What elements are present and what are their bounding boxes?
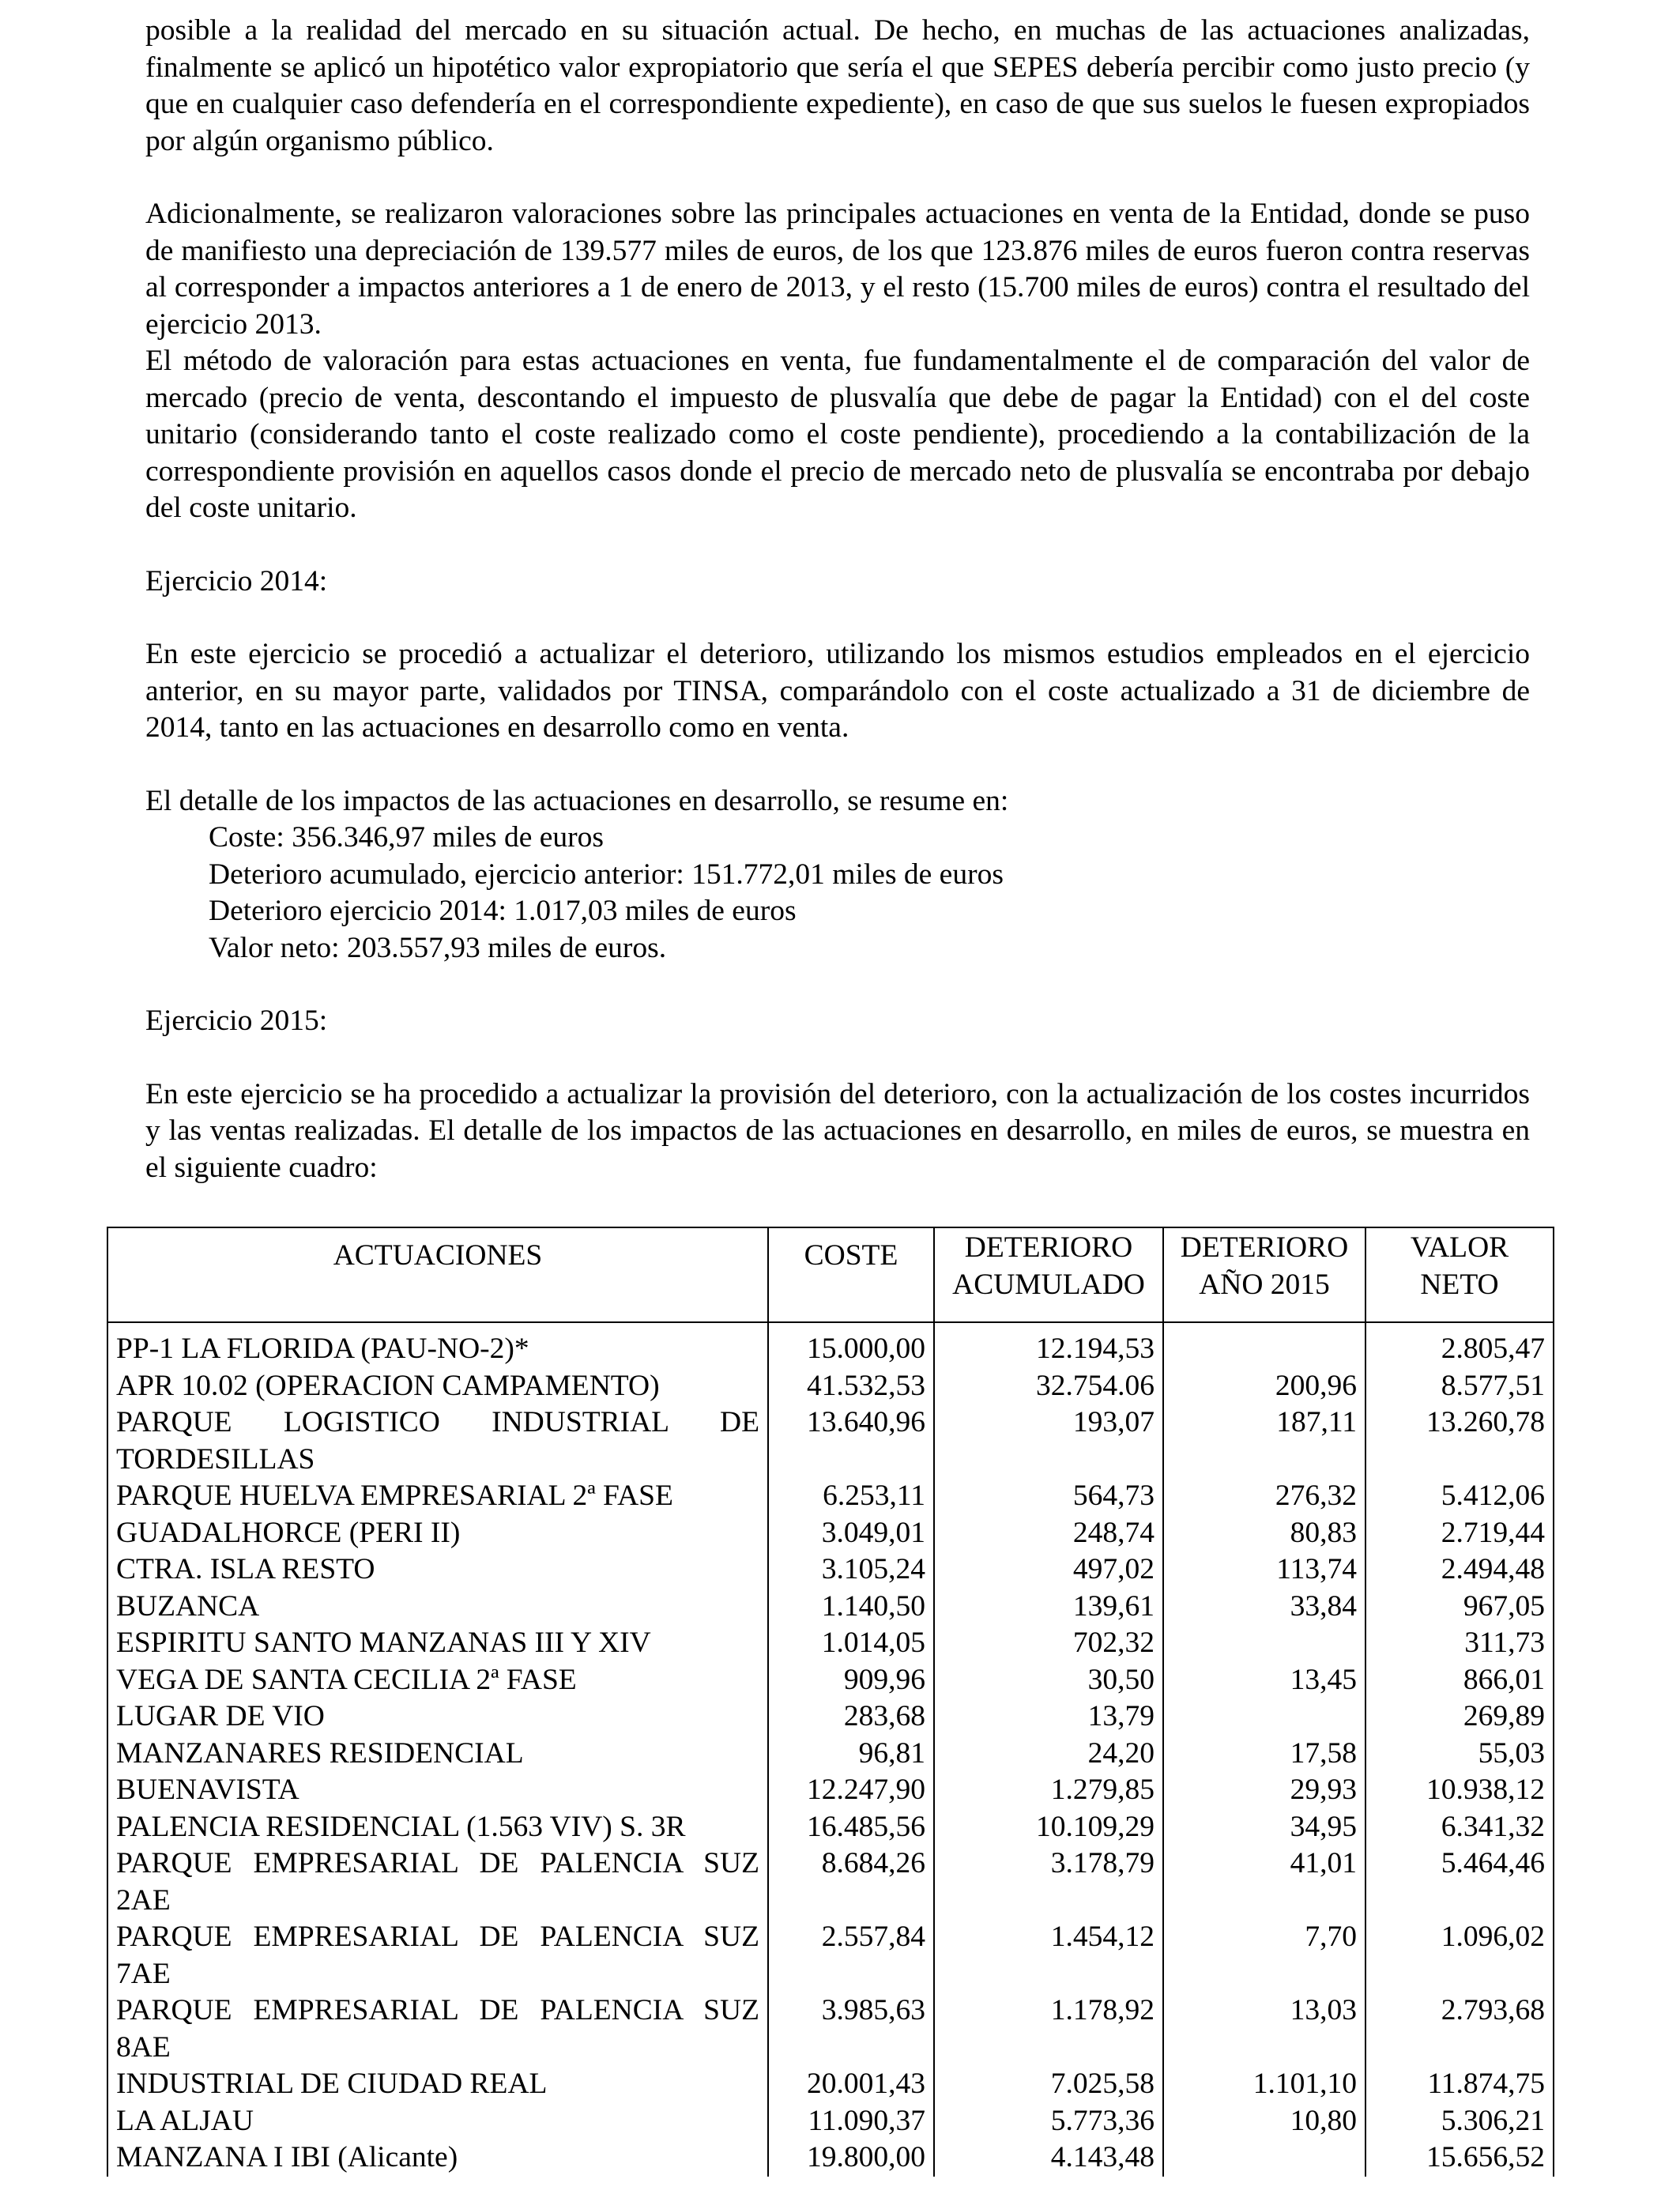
cell-valor-neto: 11.874,75 [1365, 2066, 1554, 2103]
cell-actuacion: MANZANA I IBI (Alicante) [107, 2139, 768, 2177]
cell-deterioro-2015: 276,32 [1163, 1478, 1365, 1515]
cell-coste: 1.140,50 [768, 1589, 934, 1626]
actuaciones-table [107, 1227, 1554, 2177]
cell-deterioro-acumulado: 10.109,29 [934, 1809, 1163, 1846]
cell-valor-neto: 1.096,02 [1365, 1919, 1554, 1992]
cell-coste: 283,68 [768, 1698, 934, 1736]
cell-coste: 16.485,56 [768, 1809, 934, 1846]
summary-item-deterioro-acumulado: Deterioro acumulado, ejercicio anterior: 151.772,01 miles de euros [209, 858, 1004, 891]
table-header-row [107, 1227, 1554, 1322]
cell-deterioro-2015: 200,96 [1163, 1368, 1365, 1405]
cell-actuacion: PARQUE EMPRESARIAL DE PALENCIA SUZ 7AE [107, 1919, 768, 1992]
cell-deterioro-acumulado: 702,32 [934, 1625, 1163, 1662]
cell-actuacion: BUENAVISTA [107, 1772, 768, 1809]
cell-actuacion: ESPIRITU SANTO MANZANAS III Y XIV [107, 1625, 768, 1662]
cell-deterioro-acumulado: 193,07 [934, 1404, 1163, 1478]
cell-deterioro-acumulado: 1.178,92 [934, 1992, 1163, 2066]
cell-deterioro-2015: 80,83 [1163, 1515, 1365, 1552]
cell-deterioro-2015: 13,45 [1163, 1662, 1365, 1699]
cell-deterioro-acumulado: 248,74 [934, 1515, 1163, 1552]
cell-deterioro-acumulado: 5.773,36 [934, 2103, 1163, 2140]
cell-actuacion: PARQUE EMPRESARIAL DE PALENCIA SUZ 8AE [107, 1992, 768, 2066]
cell-valor-neto: 2.805,47 [1365, 1322, 1554, 1368]
cell-actuacion: PP-1 LA FLORIDA (PAU-NO-2)* [107, 1322, 768, 1368]
cell-deterioro-2015: 10,80 [1163, 2103, 1365, 2140]
table-row [107, 1478, 1554, 1515]
cell-coste: 3.985,63 [768, 1992, 934, 2066]
cell-actuacion: PARQUE HUELVA EMPRESARIAL 2ª FASE [107, 1478, 768, 1515]
cell-valor-neto: 5.464,46 [1365, 1845, 1554, 1919]
table-row [107, 1322, 1554, 1368]
header-deterioro-acumulado: DETERIORO ACUMULADO [934, 1227, 1163, 1322]
cell-coste: 2.557,84 [768, 1919, 934, 1992]
summary-item-deterioro-2014: Deterioro ejercicio 2014: 1.017,03 miles de euros [209, 895, 797, 927]
cell-actuacion: MANZANARES RESIDENCIAL [107, 1736, 768, 1773]
cell-deterioro-2015: 1.101,10 [1163, 2066, 1365, 2103]
cell-coste: 41.532,53 [768, 1368, 934, 1405]
table-row [107, 1625, 1554, 1662]
cell-deterioro-acumulado: 139,61 [934, 1589, 1163, 1626]
cell-valor-neto: 8.577,51 [1365, 1368, 1554, 1405]
cell-valor-neto: 269,89 [1365, 1698, 1554, 1736]
cell-deterioro-2015: 113,74 [1163, 1551, 1365, 1589]
table-row [107, 1992, 1554, 2066]
table-row [107, 1772, 1554, 1809]
cell-coste: 12.247,90 [768, 1772, 934, 1809]
cell-actuacion: PALENCIA RESIDENCIAL (1.563 VIV) S. 3R [107, 1809, 768, 1846]
table-row [107, 1809, 1554, 1846]
cell-deterioro-acumulado: 4.143,48 [934, 2139, 1163, 2177]
paragraph-2: Adicionalmente, se realizaron valoraciones sobre las principales actuaciones en venta de la Entidad, donde se puso de manifiesto una depreciación de 139.577 miles de euros, de los que 123.876 miles de euros fueron contra reservas al corresponder a impactos anteriores a 1 de enero de 2013, y el resto (15.700 miles de euros) contra el resultado del ejercicio 2013. [145, 198, 1530, 341]
cell-deterioro-acumulado: 13,79 [934, 1698, 1163, 1736]
cell-deterioro-acumulado: 1.454,12 [934, 1919, 1163, 1992]
cell-deterioro-2015 [1163, 2139, 1365, 2177]
cell-coste: 909,96 [768, 1662, 934, 1699]
cell-actuacion: PARQUE LOGISTICO INDUSTRIAL DE TORDESILLAS [107, 1404, 768, 1478]
cell-coste: 20.001,43 [768, 2066, 934, 2103]
cell-deterioro-acumulado: 12.194,53 [934, 1322, 1163, 1368]
cell-coste: 3.105,24 [768, 1551, 934, 1589]
document-body [145, 13, 1530, 1186]
cell-valor-neto: 2.719,44 [1365, 1515, 1554, 1552]
cell-deterioro-2015: 17,58 [1163, 1736, 1365, 1773]
cell-valor-neto: 5.306,21 [1365, 2103, 1554, 2140]
cell-coste: 96,81 [768, 1736, 934, 1773]
table-row [107, 1736, 1554, 1773]
cell-deterioro-acumulado: 497,02 [934, 1551, 1163, 1589]
cell-valor-neto: 2.793,68 [1365, 1992, 1554, 2066]
paragraph-6: En este ejercicio se ha procedido a actualizar la provisión del deterioro, con la actualización de los costes incurridos y las ventas realizadas. El detalle de los impactos de las actuaciones en desarrollo, en miles de euros, se muestra en el siguiente cuadro: [145, 1077, 1530, 1184]
header-actuaciones: ACTUACIONES [107, 1227, 768, 1322]
paragraph-5: El detalle de los impactos de las actuaciones en desarrollo, se resume en: [145, 784, 1009, 817]
table-row [107, 1551, 1554, 1589]
cell-coste: 6.253,11 [768, 1478, 934, 1515]
cell-coste: 1.014,05 [768, 1625, 934, 1662]
cell-deterioro-2015: 187,11 [1163, 1404, 1365, 1478]
cell-actuacion: INDUSTRIAL DE CIUDAD REAL [107, 2066, 768, 2103]
header-deterioro-ano-2015: DETERIORO AÑO 2015 [1163, 1227, 1365, 1322]
table-row [107, 1698, 1554, 1736]
cell-coste: 13.640,96 [768, 1404, 934, 1478]
cell-coste: 15.000,00 [768, 1322, 934, 1368]
cell-deterioro-2015: 34,95 [1163, 1809, 1365, 1846]
cell-deterioro-2015 [1163, 1698, 1365, 1736]
cell-deterioro-acumulado: 24,20 [934, 1736, 1163, 1773]
cell-actuacion: LA ALJAU [107, 2103, 768, 2140]
table-row [107, 2066, 1554, 2103]
cell-valor-neto: 55,03 [1365, 1736, 1554, 1773]
cell-valor-neto: 10.938,12 [1365, 1772, 1554, 1809]
cell-coste: 11.090,37 [768, 2103, 934, 2140]
table-row [107, 1404, 1554, 1478]
cell-deterioro-acumulado: 1.279,85 [934, 1772, 1163, 1809]
cell-actuacion: VEGA DE SANTA CECILIA 2ª FASE [107, 1662, 768, 1699]
table-row [107, 2139, 1554, 2177]
cell-actuacion: BUZANCA [107, 1589, 768, 1626]
cell-deterioro-2015: 7,70 [1163, 1919, 1365, 1992]
table-row [107, 1589, 1554, 1626]
table-row [107, 1845, 1554, 1919]
cell-valor-neto: 13.260,78 [1365, 1404, 1554, 1478]
heading-2015: Ejercicio 2015: [145, 1005, 328, 1037]
cell-deterioro-2015: 13,03 [1163, 1992, 1365, 2066]
cell-deterioro-2015: 41,01 [1163, 1845, 1365, 1919]
cell-actuacion: GUADALHORCE (PERI II) [107, 1515, 768, 1552]
table-row [107, 2103, 1554, 2140]
cell-deterioro-acumulado: 564,73 [934, 1478, 1163, 1515]
cell-valor-neto: 2.494,48 [1365, 1551, 1554, 1589]
table-row [107, 1368, 1554, 1405]
header-coste: COSTE [768, 1227, 934, 1322]
paragraph-4: En este ejercicio se procedió a actualizar el deterioro, utilizando los mismos estudios empleados en el ejercicio anterior, en su mayor parte, validados por TINSA, comparándolo con el coste actualizado a 31 de diciembre de 2014, tanto en las actuaciones en desarrollo como en venta. [145, 638, 1530, 744]
cell-valor-neto: 6.341,32 [1365, 1809, 1554, 1846]
cell-deterioro-acumulado: 3.178,79 [934, 1845, 1163, 1919]
cell-deterioro-2015 [1163, 1322, 1365, 1368]
cell-actuacion: CTRA. ISLA RESTO [107, 1551, 768, 1589]
table-row [107, 1662, 1554, 1699]
table-row [107, 1919, 1554, 1992]
summary-item-valor-neto: Valor neto: 203.557,93 miles de euros. [209, 931, 667, 964]
cell-valor-neto: 5.412,06 [1365, 1478, 1554, 1515]
cell-actuacion: LUGAR DE VIO [107, 1698, 768, 1736]
cell-coste: 8.684,26 [768, 1845, 934, 1919]
cell-valor-neto: 15.656,52 [1365, 2139, 1554, 2177]
cell-deterioro-acumulado: 7.025,58 [934, 2066, 1163, 2103]
cell-valor-neto: 311,73 [1365, 1625, 1554, 1662]
cell-deterioro-acumulado: 32.754.06 [934, 1368, 1163, 1405]
cell-valor-neto: 866,01 [1365, 1662, 1554, 1699]
cell-deterioro-2015: 29,93 [1163, 1772, 1365, 1809]
cell-actuacion: PARQUE EMPRESARIAL DE PALENCIA SUZ 2AE [107, 1845, 768, 1919]
cell-deterioro-acumulado: 30,50 [934, 1662, 1163, 1699]
cell-valor-neto: 967,05 [1365, 1589, 1554, 1626]
paragraph-3: El método de valoración para estas actuaciones en venta, fue fundamentalmente el de comparación del valor de mercado (precio de venta, descontando el impuesto de plusvalía que debe de pagar la Entidad) con el del coste unitario (considerando tanto el coste realizado como el coste pendiente), procediendo a la contabilización de la correspondiente provisión en aquellos casos donde el precio de mercado neto de plusvalía se encontraba por debajo del coste unitario. [145, 345, 1530, 524]
header-valor-neto: VALOR NETO [1365, 1227, 1554, 1322]
summary-item-coste: Coste: 356.346,97 miles de euros [209, 821, 604, 854]
cell-coste: 19.800,00 [768, 2139, 934, 2177]
cell-coste: 3.049,01 [768, 1515, 934, 1552]
paragraph-1: posible a la realidad del mercado en su situación actual. De hecho, en muchas de las actuaciones analizadas, finalmente se aplicó un hipotético valor expropiatorio que sería el que SEPES debería percibir como justo precio (y que en cualquier caso defendería en el correspondiente expediente), en caso de que sus suelos le fuesen expropiados por algún organismo público. [145, 14, 1530, 157]
cell-deterioro-2015 [1163, 1625, 1365, 1662]
cell-deterioro-2015: 33,84 [1163, 1589, 1365, 1626]
heading-2014: Ejercicio 2014: [145, 564, 328, 598]
cell-actuacion: APR 10.02 (OPERACION CAMPAMENTO) [107, 1368, 768, 1405]
table-row [107, 1515, 1554, 1552]
